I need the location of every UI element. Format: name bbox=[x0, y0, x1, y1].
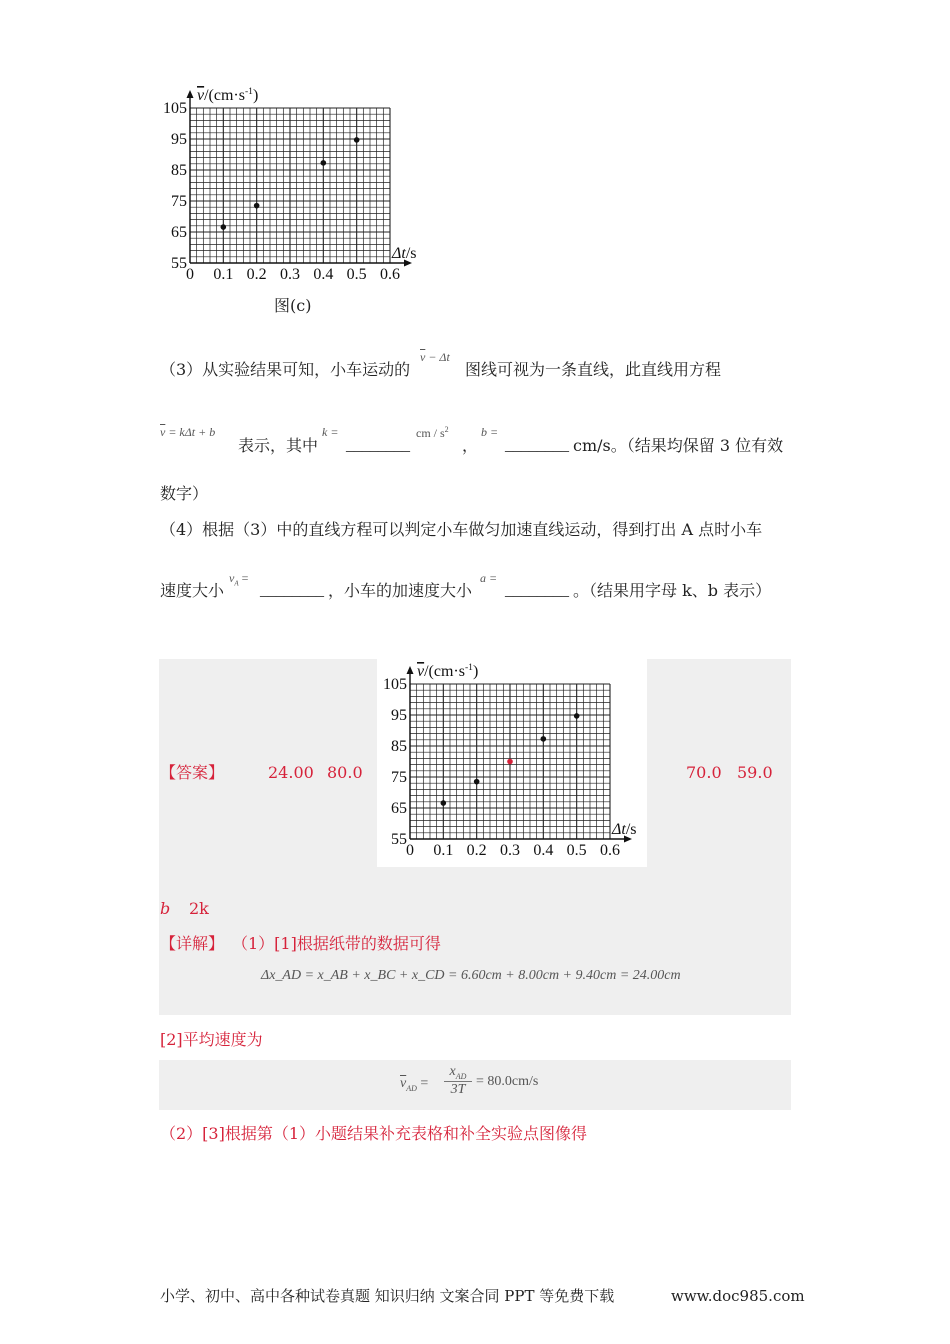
eq2-bg bbox=[159, 1060, 791, 1110]
footer-right: www.doc985.com bbox=[671, 1287, 805, 1305]
y-axis-label: $v/(cm\cdot s^{-1})$ bbox=[417, 662, 479, 680]
x-tick-label: 0.1 bbox=[213, 266, 234, 283]
y-tick-label: 55 bbox=[391, 831, 407, 848]
q3-line1 bbox=[160, 360, 410, 380]
x-tick-label: 0 bbox=[406, 842, 414, 859]
answer-plot bbox=[383, 662, 637, 859]
q3-formula-unit bbox=[416, 425, 449, 441]
y-tick-label: 75 bbox=[391, 769, 407, 786]
x-tick-label: 0.2 bbox=[466, 842, 487, 859]
va-v: v bbox=[229, 571, 235, 585]
data-point bbox=[254, 203, 260, 209]
x-tick-label: 0.6 bbox=[380, 266, 400, 283]
y-tick-label: 105 bbox=[163, 100, 187, 117]
x-tick-label: 0 bbox=[186, 266, 194, 283]
eq2-lhs bbox=[400, 1076, 428, 1093]
eq2-eq: = bbox=[420, 1076, 429, 1091]
x-axis-label: Δt/s bbox=[612, 821, 637, 838]
y-tick-label: 85 bbox=[171, 162, 187, 179]
answer-chart bbox=[377, 659, 647, 867]
unit-text: cm / s bbox=[416, 426, 445, 440]
y-axis-label: $v/(cm\cdot s^{-1})$ bbox=[197, 86, 259, 104]
q3-line3: 数字） bbox=[160, 484, 209, 503]
y-tick-label: 85 bbox=[391, 738, 407, 755]
footer-left: 小学、初中、高中各种试卷真题 知识归纳 文案合同 PPT 等免费下载 bbox=[160, 1287, 615, 1305]
x-tick-label: 0.4 bbox=[313, 266, 334, 283]
q3-line1-b: 图线可视为一条直线，此直线用方程 bbox=[465, 360, 722, 379]
x-tick-label: 0.4 bbox=[533, 842, 554, 859]
data-point bbox=[321, 160, 327, 166]
q4-formula-va bbox=[229, 571, 248, 587]
eq2-v: $\overline{v}$ bbox=[400, 1076, 407, 1091]
y-axis-arrow bbox=[187, 90, 194, 98]
q3-comma: ， bbox=[462, 436, 479, 455]
eq2-den: 3T bbox=[450, 1081, 466, 1097]
data-point bbox=[221, 224, 227, 230]
detail-eq1: Δx_AD = x_AB + x_BC + x_CD = 6.60cm + 8.00cm + 9.40cm = 24.00cm bbox=[261, 968, 681, 983]
y-tick-label: 95 bbox=[391, 707, 407, 724]
q3-line2-b: cm/s。（结果均保留 3 位有效 bbox=[573, 436, 784, 455]
va-sub: A bbox=[234, 579, 239, 588]
unit-exp: 2 bbox=[444, 425, 449, 434]
detail-step1: （1）[1]根据纸带的数据可得 bbox=[232, 934, 441, 953]
x-tick-label: 0.3 bbox=[500, 842, 520, 859]
detail-step3: （2）[3]根据第（1）小题结果补充表格和补全实验点图像得 bbox=[160, 1124, 588, 1143]
q4-line2-b: ，小车的加速度大小 bbox=[328, 581, 473, 600]
answer-value-4: 59.0 bbox=[737, 763, 773, 782]
data-point bbox=[507, 759, 513, 765]
data-point bbox=[574, 713, 580, 719]
answer-value-5: b bbox=[160, 899, 171, 918]
q4-blank-a[interactable]: ________ bbox=[505, 582, 569, 599]
q3-formula-b: b = bbox=[481, 425, 499, 439]
x-tick-label: 0.1 bbox=[433, 842, 454, 859]
q4-line2-c: 。（结果用字母 k、b 表示） bbox=[573, 581, 772, 600]
answer-value-3: 70.0 bbox=[686, 763, 722, 782]
eq2-x-sub: AD bbox=[455, 1071, 467, 1081]
answer-value-1: 24.00 bbox=[268, 763, 314, 782]
data-point bbox=[354, 137, 360, 143]
q4-formula-a: a = bbox=[480, 571, 498, 585]
data-point bbox=[474, 779, 480, 785]
detail-label: 【详解】 bbox=[160, 934, 225, 953]
eq2-num bbox=[444, 1064, 472, 1082]
figure-c-plot bbox=[163, 86, 417, 283]
q3-blank-k[interactable]: ________ bbox=[346, 437, 410, 454]
y-tick-label: 55 bbox=[171, 255, 187, 272]
q3-formula-k: k = bbox=[322, 425, 339, 439]
eq2-v-sub: AD bbox=[406, 1083, 417, 1093]
y-axis-arrow bbox=[407, 666, 414, 674]
detail-step2: [2]平均速度为 bbox=[160, 1030, 263, 1049]
x-tick-label: 0.2 bbox=[246, 266, 267, 283]
vdt-rest: − Δt bbox=[425, 350, 450, 364]
x-tick-label: 0.6 bbox=[600, 842, 620, 859]
answer-value-6: 2k bbox=[189, 899, 209, 918]
y-tick-label: 65 bbox=[171, 224, 187, 241]
q3-formula-vdt bbox=[420, 350, 450, 365]
x-tick-label: 0.3 bbox=[280, 266, 300, 283]
vbar2: $\overline{v}$ bbox=[160, 425, 166, 439]
q4-line1: （4）根据（3）中的直线方程可以判定小车做匀加速直线运动，得到打出 A 点时小车 bbox=[160, 520, 763, 539]
x-tick-label: 0.5 bbox=[566, 842, 587, 859]
q4-blank-va[interactable]: ________ bbox=[260, 582, 324, 599]
q3-line2-a: 表示，其中 bbox=[238, 436, 319, 455]
eq2-frac bbox=[444, 1064, 472, 1098]
x-tick-label: 0.5 bbox=[346, 266, 367, 283]
figure-c-chart bbox=[150, 80, 440, 285]
x-axis-label: Δt/s bbox=[392, 245, 417, 262]
data-point bbox=[441, 800, 447, 806]
y-tick-label: 75 bbox=[171, 193, 187, 210]
q4-line2-a: 速度大小 bbox=[160, 581, 225, 600]
q3-formula-eq bbox=[160, 425, 215, 440]
y-tick-label: 65 bbox=[391, 800, 407, 817]
answer-value-2: 80.0 bbox=[327, 763, 363, 782]
y-tick-label: 95 bbox=[171, 131, 187, 148]
y-tick-label: 105 bbox=[383, 676, 407, 693]
answer-label: 【答案】 bbox=[160, 763, 225, 782]
eq2-rhs: = 80.0cm/s bbox=[476, 1074, 539, 1089]
eq2-x: x bbox=[449, 1064, 456, 1079]
vbar: $\overline{v}$ bbox=[420, 350, 426, 364]
figure-caption: 图(c) bbox=[274, 296, 312, 315]
q3-text-a: （3）从实验结果可知，小车运动的 bbox=[160, 360, 411, 379]
eq-rest: = kΔt + b bbox=[165, 425, 216, 439]
data-point bbox=[541, 736, 547, 742]
q3-blank-b[interactable]: ________ bbox=[505, 437, 569, 454]
va-eq: = bbox=[241, 571, 249, 585]
